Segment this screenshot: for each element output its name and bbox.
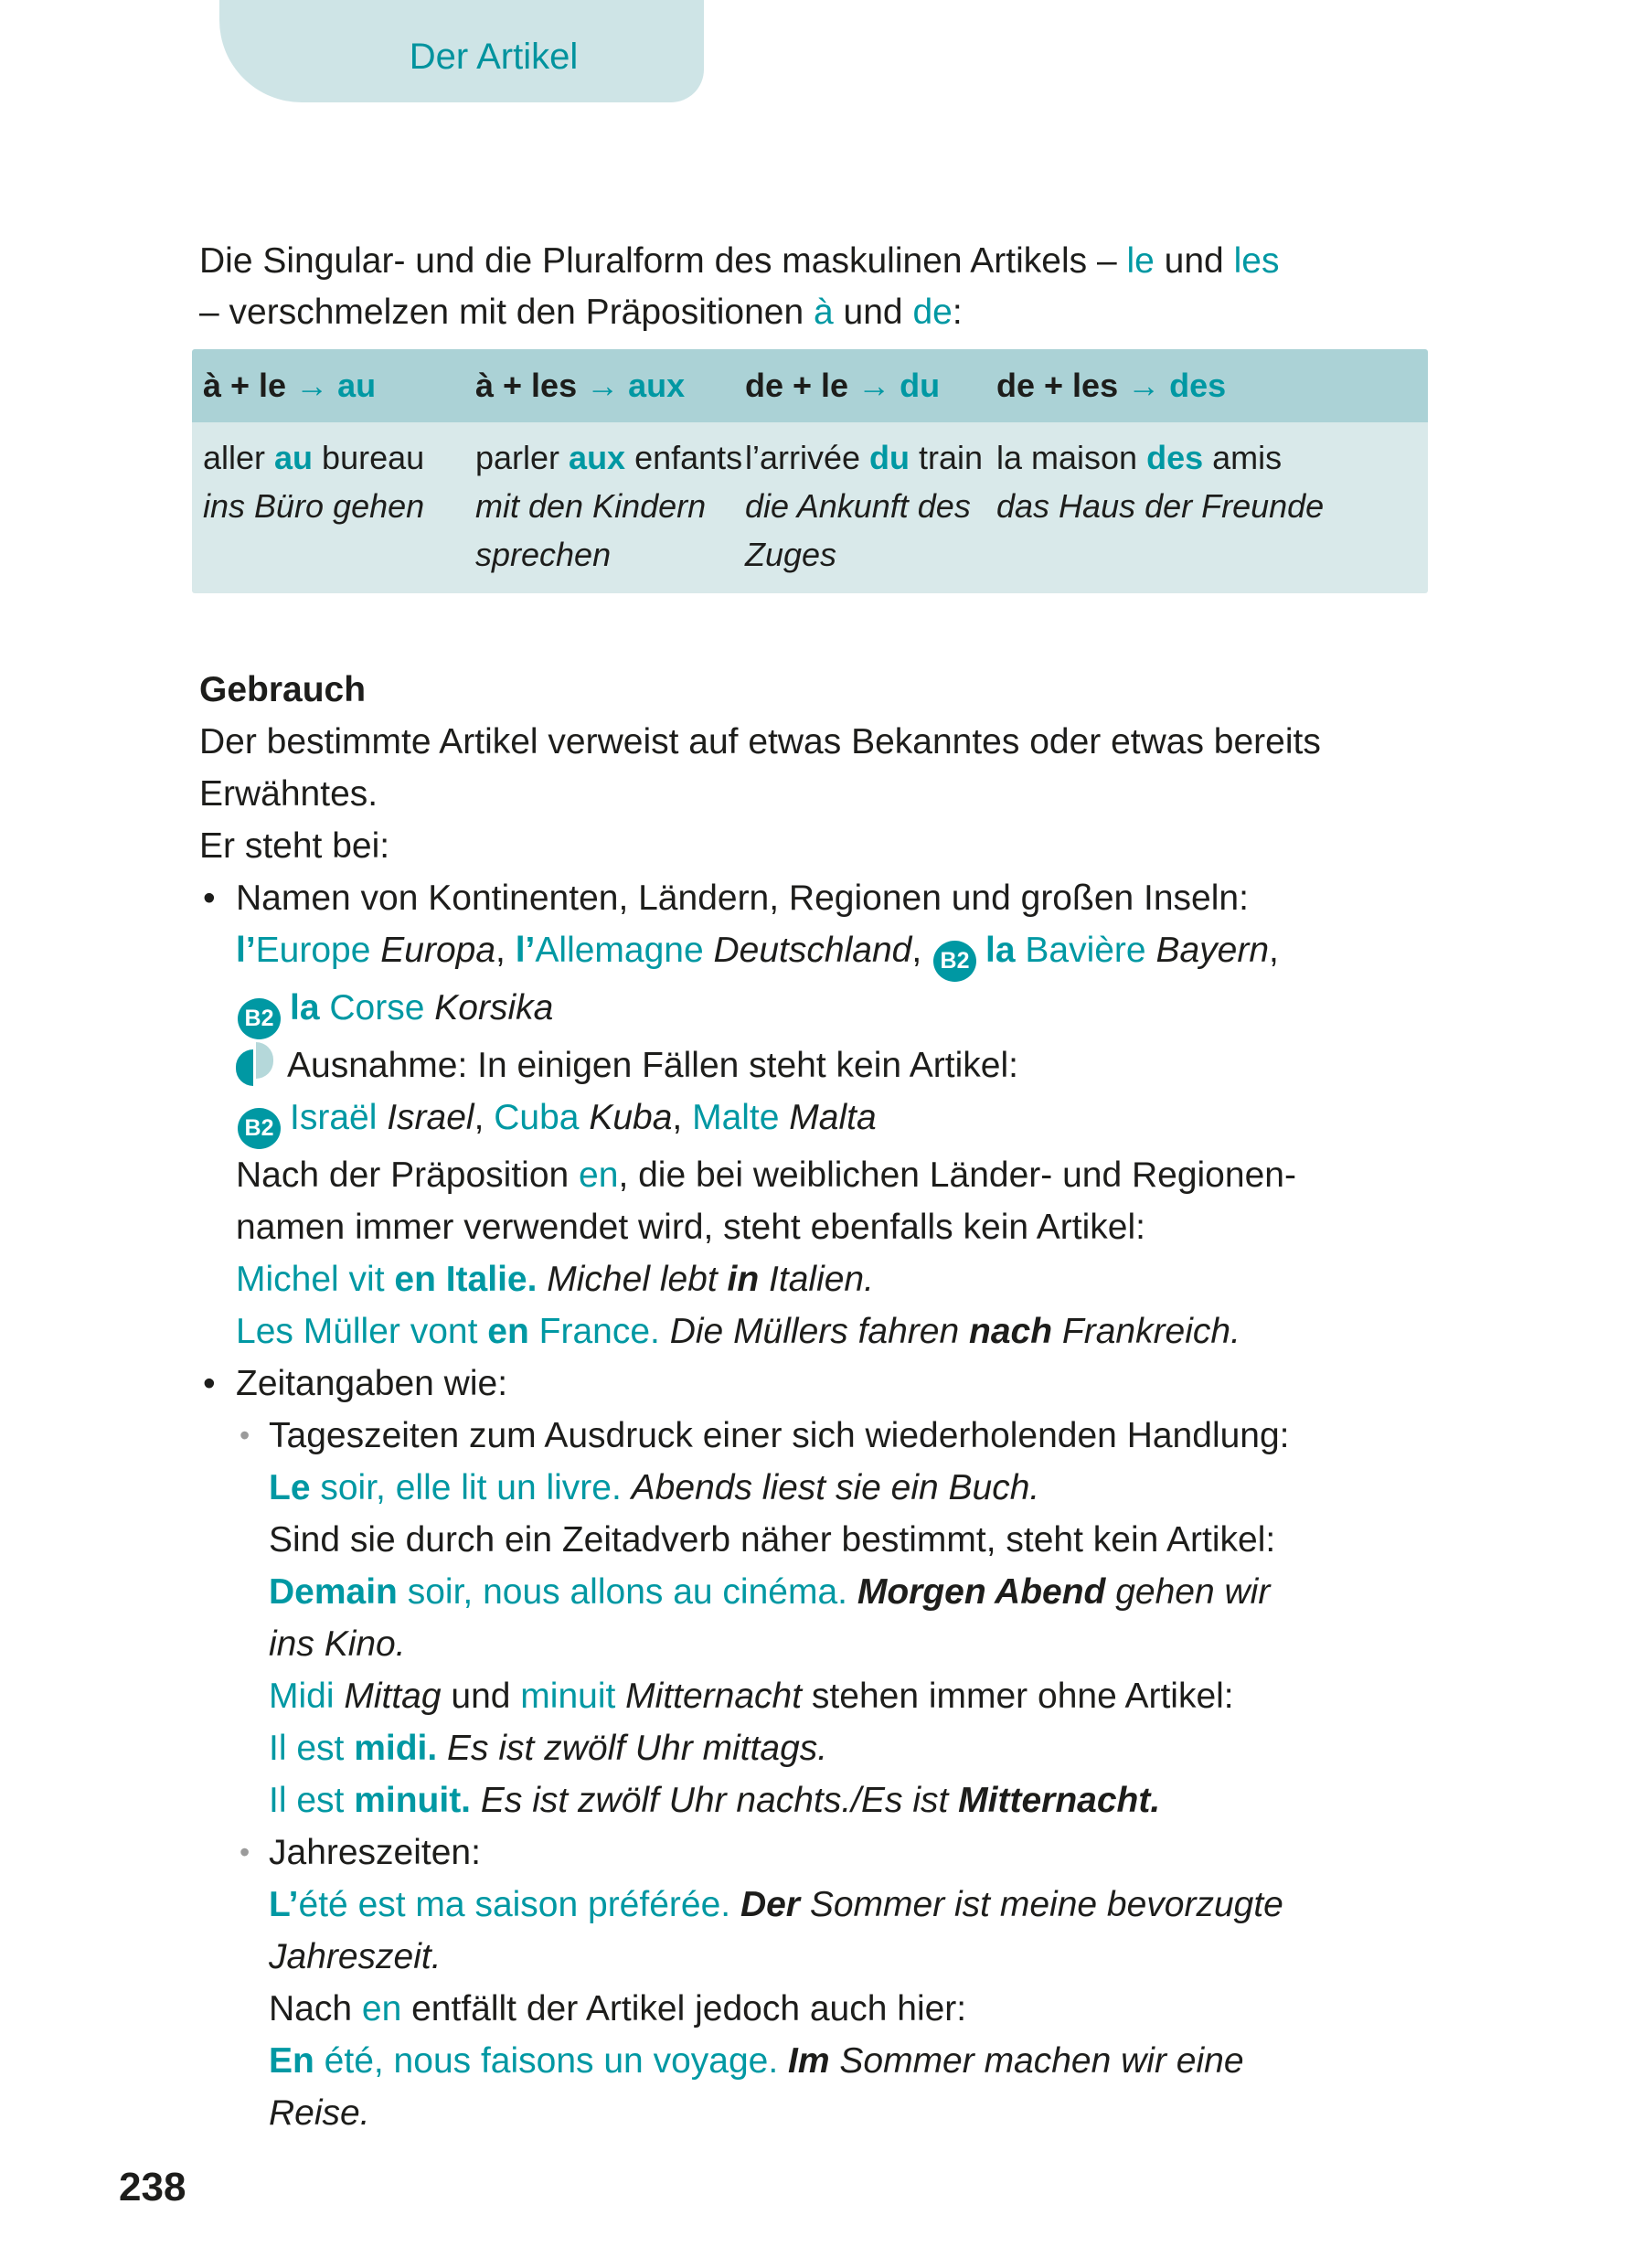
text-segment: des — [1146, 439, 1213, 476]
text-segment: France. — [538, 1312, 670, 1351]
table-header-cell — [192, 363, 464, 409]
text-segment: → — [1127, 367, 1170, 404]
text-segment: Morgen Abend — [857, 1572, 1116, 1612]
text-segment: → — [295, 367, 338, 404]
content-line — [199, 664, 1321, 716]
french-example — [745, 433, 985, 482]
intro-line — [199, 236, 1279, 287]
text-segment: – verschmelzen mit den Präpositionen — [199, 293, 814, 332]
german-translation: das Haus der Freunde — [996, 487, 1325, 525]
text-segment: Erwähntes. — [199, 774, 378, 814]
text-segment: Die Müllers fahren — [669, 1312, 970, 1351]
text-segment: enfants — [634, 439, 743, 476]
text-segment: Malta — [789, 1098, 877, 1137]
content-line — [199, 2035, 1321, 2087]
exception-half-circle-icon — [236, 1042, 276, 1086]
text-segment: de + les — [996, 367, 1128, 404]
contraction-table — [192, 349, 1428, 593]
text-segment: Gebrauch — [199, 670, 367, 709]
text-segment: Sind sie durch ein Zeitadverb näher bestimmt, steht kein Artikel: — [269, 1520, 1276, 1560]
french-example — [996, 433, 1428, 482]
text-segment: Jahreszeiten: — [269, 1833, 481, 1872]
text-segment: en — [487, 1312, 539, 1351]
content-line — [199, 1410, 1321, 1462]
text-segment: En — [269, 2041, 325, 2081]
text-segment: soir, nous allons au cinéma. — [407, 1572, 857, 1612]
text-segment: du — [900, 367, 941, 404]
text-segment: Europe — [255, 931, 381, 970]
text-segment: du — [869, 439, 920, 476]
intro-paragraph — [199, 236, 1279, 338]
text-segment: des — [1169, 367, 1227, 404]
text-segment: Cuba — [494, 1098, 590, 1137]
text-segment: Kuba — [589, 1098, 673, 1137]
text-segment: Midi — [269, 1677, 345, 1716]
table-body-cell — [464, 433, 743, 579]
text-segment: und — [833, 293, 913, 332]
text-segment: und — [451, 1677, 521, 1716]
text-segment: Frankreich. — [1052, 1312, 1240, 1351]
text-segment: Reise. — [269, 2093, 370, 2133]
text-segment: Der bestimmte Artikel verweist auf etwas Bekanntes oder etwas bereits — [199, 722, 1321, 761]
chapter-tab-title: Der Artikel — [409, 36, 579, 77]
content-line — [199, 2087, 1321, 2139]
table-body-row — [192, 422, 1428, 593]
content-line — [199, 768, 1321, 820]
text-segment: Es ist zwölf Uhr mittags. — [447, 1729, 828, 1768]
content-line — [199, 1462, 1321, 1514]
text-segment: gehen wir — [1115, 1572, 1271, 1612]
text-segment: Europa — [380, 931, 496, 970]
text-segment: Sommer ist meine bevorzugte — [809, 1885, 1283, 1924]
text-segment: aux — [569, 439, 635, 476]
text-segment: Er steht bei: — [199, 826, 390, 866]
table-body-cell — [985, 433, 1428, 579]
text-segment: Ausnahme: In einigen Fällen steht kein Artikel: — [287, 1046, 1018, 1085]
text-segment: Demain — [269, 1572, 408, 1612]
text-segment: Sommer machen wir eine — [839, 2041, 1244, 2081]
text-segment: Les Müller vont — [236, 1312, 488, 1351]
sub-bullet-icon: • — [240, 1836, 250, 1869]
text-segment: in — [727, 1260, 760, 1299]
text-segment: → — [586, 367, 629, 404]
content-line — [199, 1566, 1321, 1618]
page-number: 238 — [119, 2165, 186, 2209]
content-line — [199, 982, 1321, 1039]
text-segment: minuit — [520, 1677, 626, 1716]
text-segment: Korsika — [434, 988, 554, 1028]
text-segment: Allemagne — [535, 931, 714, 970]
text-segment: entfällt der Artikel jedoch auch hier: — [401, 1989, 967, 2028]
text-segment: les — [1233, 241, 1280, 281]
text-segment: stehen immer ohne Artikel: — [811, 1677, 1234, 1716]
sub-bullet-icon: • — [240, 1419, 250, 1452]
text-segment: en — [361, 1989, 402, 2028]
text-segment: : — [952, 293, 963, 332]
table-body-cell — [734, 433, 985, 579]
german-translation: ins Büro gehen — [203, 487, 425, 525]
text-segment: Es ist zwölf Uhr nachts./Es ist — [480, 1781, 959, 1820]
text-segment: Namen von Kontinenten, Ländern, Regionen und großen Inseln: — [236, 878, 1249, 918]
text-segment: la maison — [996, 439, 1147, 476]
text-segment: Malte — [692, 1098, 790, 1137]
table-header-cell — [985, 363, 1428, 409]
text-segment: Michel lebt — [547, 1260, 728, 1299]
content-line — [199, 716, 1321, 768]
text-segment: à + le — [203, 367, 296, 404]
text-segment: Tageszeiten zum Ausdruck einer sich wiederholenden Handlung: — [269, 1416, 1290, 1455]
content-line — [199, 1618, 1321, 1670]
intro-line — [199, 287, 1279, 338]
text-segment: Le — [269, 1468, 321, 1507]
content-line — [199, 1722, 1321, 1774]
text-segment: l’arrivée — [745, 439, 870, 476]
text-segment: en Italie. — [394, 1260, 548, 1299]
text-segment: de + le — [745, 367, 858, 404]
text-segment: Abends liest sie ein Buch. — [631, 1468, 1040, 1507]
text-segment: Der — [740, 1885, 810, 1924]
content-line — [199, 1514, 1321, 1566]
text-segment: Israël — [290, 1098, 388, 1137]
text-segment: , — [474, 1098, 495, 1137]
chapter-tab — [219, 0, 704, 102]
exception-icon-left-half — [236, 1049, 253, 1086]
text-segment: la — [290, 988, 330, 1028]
text-segment: Michel vit — [236, 1260, 395, 1299]
text-segment: Israel — [387, 1098, 474, 1137]
french-example — [475, 433, 743, 482]
table-header-cell — [734, 363, 985, 409]
text-segment: Die Singular- und die Pluralform des maskulinen Artikels – — [199, 241, 1127, 281]
text-segment: été, nous faisons un voyage. — [324, 2041, 789, 2081]
text-segment: ins Kino. — [269, 1624, 406, 1664]
text-segment: en — [579, 1155, 619, 1195]
content-line — [199, 1358, 1321, 1410]
table-header-row — [192, 349, 1428, 422]
text-segment: Bavière — [1025, 931, 1156, 970]
text-segment: → — [857, 367, 900, 404]
text-segment: und — [1154, 241, 1234, 281]
text-segment: Zeitangaben wie: — [236, 1364, 508, 1403]
text-segment: parler — [475, 439, 570, 476]
text-segment: Mitternacht. — [958, 1781, 1161, 1820]
content-line — [199, 1039, 1321, 1091]
text-segment: Mitternacht — [625, 1677, 812, 1716]
b2-level-badge: B2 — [238, 998, 281, 1039]
text-segment: bureau — [322, 439, 425, 476]
text-segment: l’ — [515, 931, 536, 970]
table-header-cell — [464, 363, 734, 409]
content-line — [199, 1931, 1321, 1983]
text-segment: train — [919, 439, 984, 476]
text-segment: Im — [788, 2041, 840, 2081]
content-line — [199, 1826, 1321, 1879]
b2-level-badge: B2 — [933, 941, 976, 982]
text-segment: , — [911, 931, 932, 970]
text-segment: la — [985, 931, 1026, 970]
content-line — [199, 820, 1321, 872]
text-segment: aux — [628, 367, 686, 404]
table-body-cell — [192, 433, 464, 579]
exception-icon-right-half — [256, 1042, 273, 1079]
text-segment: namen immer verwendet wird, steht ebenfalls kein Artikel: — [236, 1208, 1145, 1247]
content-line — [199, 1253, 1321, 1305]
text-segment: , — [672, 1098, 693, 1137]
german-translation: die Ankunft des Zuges — [745, 487, 971, 573]
text-segment: Il est — [269, 1729, 355, 1768]
content-line — [199, 1201, 1321, 1253]
text-segment: Corse — [329, 988, 435, 1028]
text-segment: soir, elle lit un livre. — [320, 1468, 632, 1507]
text-segment: L’ — [269, 1885, 299, 1924]
content-line — [199, 1091, 1321, 1149]
text-segment: , die bei weiblichen Länder- und Regionen- — [618, 1155, 1296, 1195]
text-segment: Il est — [269, 1781, 355, 1820]
text-segment: Nach — [269, 1989, 362, 2028]
text-segment: amis — [1212, 439, 1283, 476]
text-segment: aller — [203, 439, 275, 476]
content-line — [199, 1305, 1321, 1358]
text-segment: Bayern — [1155, 931, 1270, 970]
text-segment: à — [814, 293, 834, 332]
bullet-icon: • — [203, 1364, 216, 1403]
text-segment: minuit. — [354, 1781, 481, 1820]
content-line — [199, 1774, 1321, 1826]
text-segment: Nach der Präposition — [236, 1155, 580, 1195]
text-segment: Deutschland — [713, 931, 912, 970]
text-segment: au — [337, 367, 377, 404]
bullet-icon: • — [203, 878, 216, 918]
content-line — [199, 1983, 1321, 2035]
text-segment: l’ — [236, 931, 256, 970]
text-segment: , — [1269, 931, 1279, 970]
text-segment: au — [274, 439, 323, 476]
text-segment: Mittag — [344, 1677, 452, 1716]
german-translation: mit den Kindern sprechen — [475, 487, 707, 573]
content-line — [199, 1149, 1321, 1201]
content-line — [199, 1670, 1321, 1722]
content-line — [199, 1879, 1321, 1931]
text-segment: à + les — [475, 367, 587, 404]
text-segment: midi. — [354, 1729, 448, 1768]
content-line — [199, 924, 1321, 982]
usage-section — [199, 664, 1321, 2139]
text-segment: Italien. — [759, 1260, 874, 1299]
french-example — [203, 433, 464, 482]
text-segment: de — [912, 293, 953, 332]
content-line — [199, 872, 1321, 924]
b2-level-badge: B2 — [238, 1108, 281, 1149]
text-segment: , — [495, 931, 516, 970]
text-segment: nach — [969, 1312, 1053, 1351]
text-segment: Jahreszeit. — [269, 1937, 442, 1976]
text-segment: le — [1126, 241, 1155, 281]
text-segment: été est ma saison préférée. — [298, 1885, 740, 1924]
